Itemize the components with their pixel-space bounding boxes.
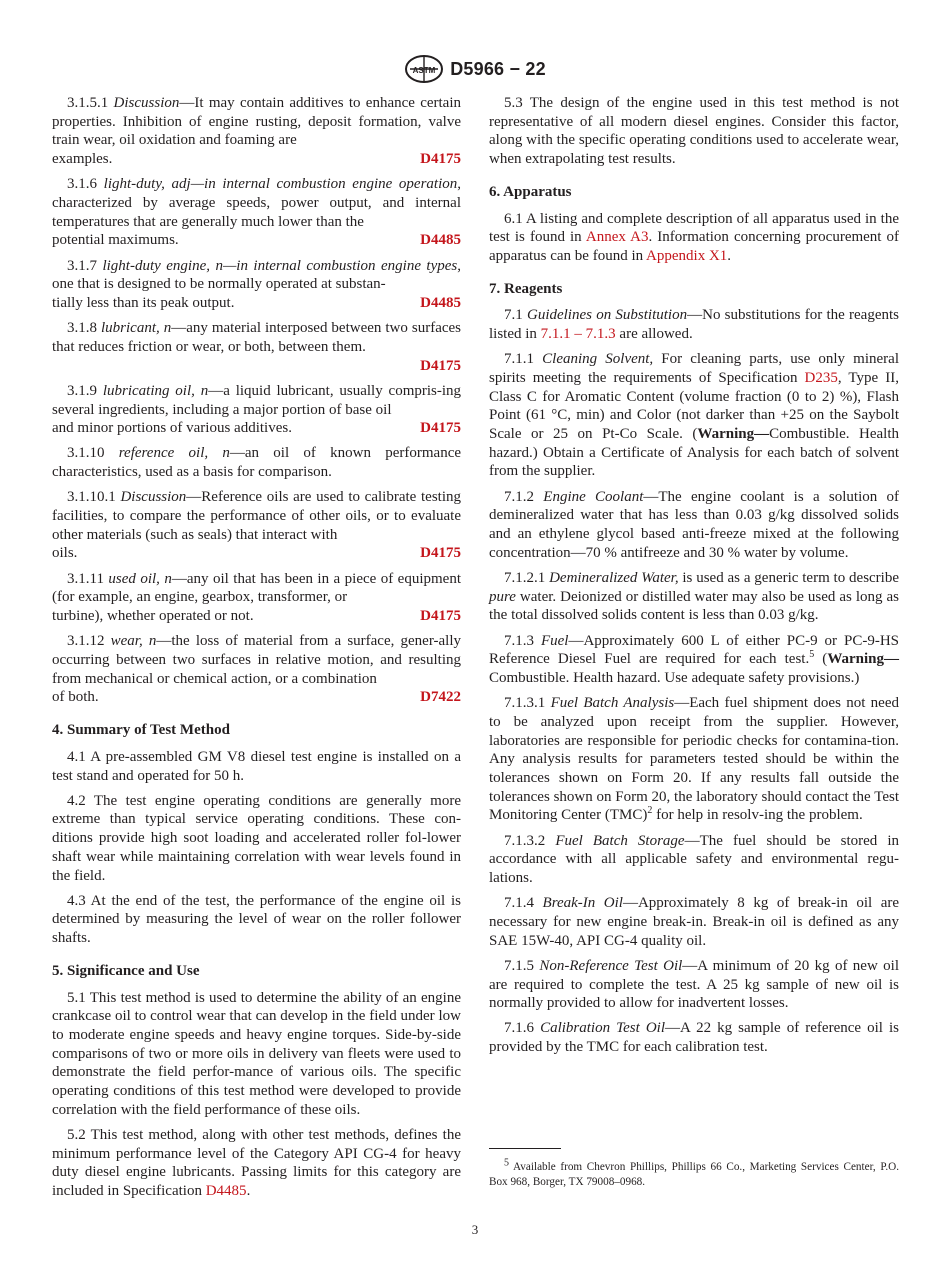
- paragraph-7-1-5: 7.1.5 Non-Reference Test Oil—A minimum of 20 kg of new oil are required to complete the test. A 25 kg sample of new oil is normally provided to allow for inadvertent losses.: [489, 957, 899, 1012]
- left-column: [52, 94, 461, 1207]
- page-number: 3: [471, 1222, 479, 1237]
- ref-d7422[interactable]: D7422: [420, 689, 461, 706]
- paragraph-3-1-7: 3.1.7 light-duty engine, n—in internal combustion engine types, one that is designed to be normally operated at substan- tially less than its peak output. D4485: [52, 257, 462, 312]
- ref-d4485[interactable]: D4485: [420, 232, 461, 249]
- paragraph-7-1-4: 7.1.4 Break-In Oil—Approximately 8 kg of break-in oil are necessary for new engine break-in. Break-in oil is defined as any SAE 15W-40, API CG-4 quality oil.: [489, 895, 900, 949]
- svg-text:ASTM: ASTM: [412, 66, 436, 75]
- paragraph-5-2: 5.2 This test method, along with other test methods, defines the minimum performance level of the Category API CG-4 for heavy duty diesel engine lubricants. Passing limits for this category are included in Specification D4485.: [52, 1126, 461, 1200]
- paragraph-5-1: 5.1 This test method is used to determine the ability of an engine crankcase oil to control wear that can develop in the field under low to moderate engine speeds and heavy engine torques. Side-by-side comparisons of two or more oils in delivery van fleets were used to demonstrate the field perfor-mance of various oils. The specific operating conditions of this test method were developed to provide correlation with the field performance of these oils.: [52, 989, 461, 1118]
- section-heading-6: 6. Apparatus: [489, 183, 572, 200]
- paragraph-3-1-11: 3.1.11 used oil, n—any oil that has been in a piece of equipment (for example, an engine, gearbox, transformer, or turbine), whether operated or not. D4175: [52, 570, 461, 625]
- astm-logo-icon: [404, 54, 444, 84]
- paragraph-7-1: 7.1 Guidelines on Substitution—No substitutions for the reagents listed in 7.1.1 – 7.1.3 are allowed.: [489, 307, 899, 343]
- paragraph-4-1: 4.1 A pre-assembled GM V8 diesel test engine is installed on a test stand and operated for 50 h.: [52, 748, 461, 784]
- paragraph-4-2: 4.2 The test engine operating conditions are generally more extreme than typical service operating conditions. These con-ditions provide high soot loading and accelerated roller fol-lower shaft wear while maintaining correlation with wear levels found in the field.: [52, 792, 461, 884]
- section-heading-4: 4. Summary of Test Method: [52, 722, 230, 739]
- paragraph-7-1-6: 7.1.6 Calibration Test Oil—A 22 kg sample of reference oil is provided by the TMC for each calibration test.: [489, 1020, 900, 1056]
- paragraph-3-1-10: 3.1.10 reference oil, n—an oil of known performance characteristics, used as a basis for comparison.: [52, 445, 462, 481]
- ref-d4175[interactable]: D4175: [420, 608, 461, 625]
- paragraph-7-1-3-1: 7.1.3.1 Fuel Batch Analysis—Each fuel shipment does not need to be analyzed upon receipt from the supplier. However, laboratories are responsible for periodic checks for contamina-tion. Any analysis results for parameters tested should be within the tolerances shown on Form 20. If any results fall outside the tolerances shown on Form 20, the laboratory should contact the Test Monitoring Center (TMC)$^2$ for help in resolv-ing the problem.: [489, 695, 899, 824]
- paragraph-3-1-8: 3.1.8 lubricant, n—any material interposed between two surfaces that reduces friction or wear, or both, between them. D4175: [52, 320, 462, 374]
- paragraph-7-1-3: 7.1.3 Fuel—Approximately 600 L of either PC-9 or PC-9-HS Reference Diesel Fuel are required for each test.$^5$ (Warning—Combustible. Health hazard. Use adequate safety provisions.): [489, 632, 899, 686]
- link-d4485[interactable]: D4485: [205, 1183, 247, 1200]
- paragraph-3-1-9: 3.1.9 lubricating oil, n—a liquid lubricant, usually compris-ing several ingredients, including a major portion of base oil and minor portions of various additives. D4175: [52, 382, 462, 437]
- ref-d4175[interactable]: D4175: [420, 151, 461, 168]
- right-column: [489, 94, 899, 1063]
- link-7-1-1-7-1-3[interactable]: 7.1.1 – 7.1.3: [540, 326, 616, 343]
- paragraph-4-3: 4.3 At the end of the test, the performance of the engine oil is determined by measuring the level of wear on the roller follower shafts.: [52, 892, 461, 947]
- paragraph-7-1-1: 7.1.1 Cleaning Solvent, For cleaning parts, use only mineral spirits meeting the requirements of Specification D235, Type II, Class C for Aromatic Content (volume fraction (0 to 2) %), Flash Point (61 °C, min) and Color (not darker than +25 on the Saybolt Scale or 25 on Pt-Co Scale. (Warning—Combustible. Health hazard.) Obtain a Certificate of Analysis for each batch of solvent from the supplier.: [489, 351, 900, 480]
- ref-d4175[interactable]: D4175: [420, 420, 461, 437]
- paragraph-7-1-3-2: 7.1.3.2 Fuel Batch Storage—The fuel should be stored in accordance with all applicable safety and environmental regu-lations.: [489, 832, 899, 887]
- ref-d4175[interactable]: D4175: [420, 545, 461, 562]
- ref-d4175[interactable]: D4175: [420, 357, 461, 374]
- paragraph-5-3: 5.3 The design of the engine used in this test method is not representative of all modern diesel engines. Consider this factor, along with the specific operating conditions used to accelerate wear, when extrapolating test results.: [489, 95, 899, 168]
- section-heading-7: 7. Reagents: [489, 280, 563, 297]
- paragraph-3-1-6: 3.1.6 light-duty, adj—in internal combustion engine operation, characterized by average speeds, power output, and internal temperatures that are generally much lower than the potential maximums. D4485: [52, 176, 462, 249]
- link-annex-a3[interactable]: Annex A3: [585, 229, 649, 246]
- paragraph-3-1-5-1: 3.1.5.1 Discussion—It may contain additives to enhance certain properties. Inhibition of engine rusting, deposit formation, valve train wear, oil oxidation and foaming are examples. D4175: [52, 95, 461, 168]
- section-heading-5: 5. Significance and Use: [52, 962, 200, 979]
- footnote-ref-2[interactable]: 2: [647, 805, 653, 817]
- footnote-ref-5[interactable]: 5: [809, 649, 815, 661]
- paragraph-7-1-2: 7.1.2 Engine Coolant—The engine coolant is a solution of demineralized water that has less than 0.03 g/kg dissolved solids and an ethylene glycol based anti-freeze mixed at the following concentration—70 % antifreeze and 30 % water by volume.: [489, 488, 900, 561]
- footnote-divider: [489, 1148, 561, 1149]
- paragraph-3-1-12: 3.1.12 wear, n—the loss of material from a surface, gener-ally occurring between two surfaces in relative motion, and resulting from mechanical or chemical action, or a combination of both. D7422: [52, 633, 462, 706]
- paragraph-3-1-10-1: 3.1.10.1 Discussion—Reference oils are used to calibrate testing facilities, to compare the performance of other oils, or to evaluate other materials (such as seals) that interact with oils. D4175: [52, 489, 462, 562]
- link-d235[interactable]: D235: [804, 369, 838, 386]
- paragraph-7-1-2-1: 7.1.2.1 Demineralized Water, is used as a generic term to describe pure water. Deionized or distilled water may also be used as long as the total dissolved solids content is less than 0.03 g/kg.: [489, 569, 900, 624]
- ref-d4485[interactable]: D4485: [420, 295, 461, 312]
- paragraph-6-1: 6.1 A listing and complete description of all apparatus used in the test is found in Annex A3. Information concerning procurement of apparatus can be found in Appendix X1.: [489, 210, 900, 264]
- page-header: [0, 52, 950, 86]
- link-appendix-x1[interactable]: Appendix X1: [646, 247, 728, 264]
- footnote-5: $^5$ Available from Chevron Phillips, Phillips 66 Co., Marketing Services Center, P.O. Box 968, Borger, TX 79008–0968.: [489, 1157, 899, 1188]
- document-number: D5966 − 22: [450, 58, 546, 79]
